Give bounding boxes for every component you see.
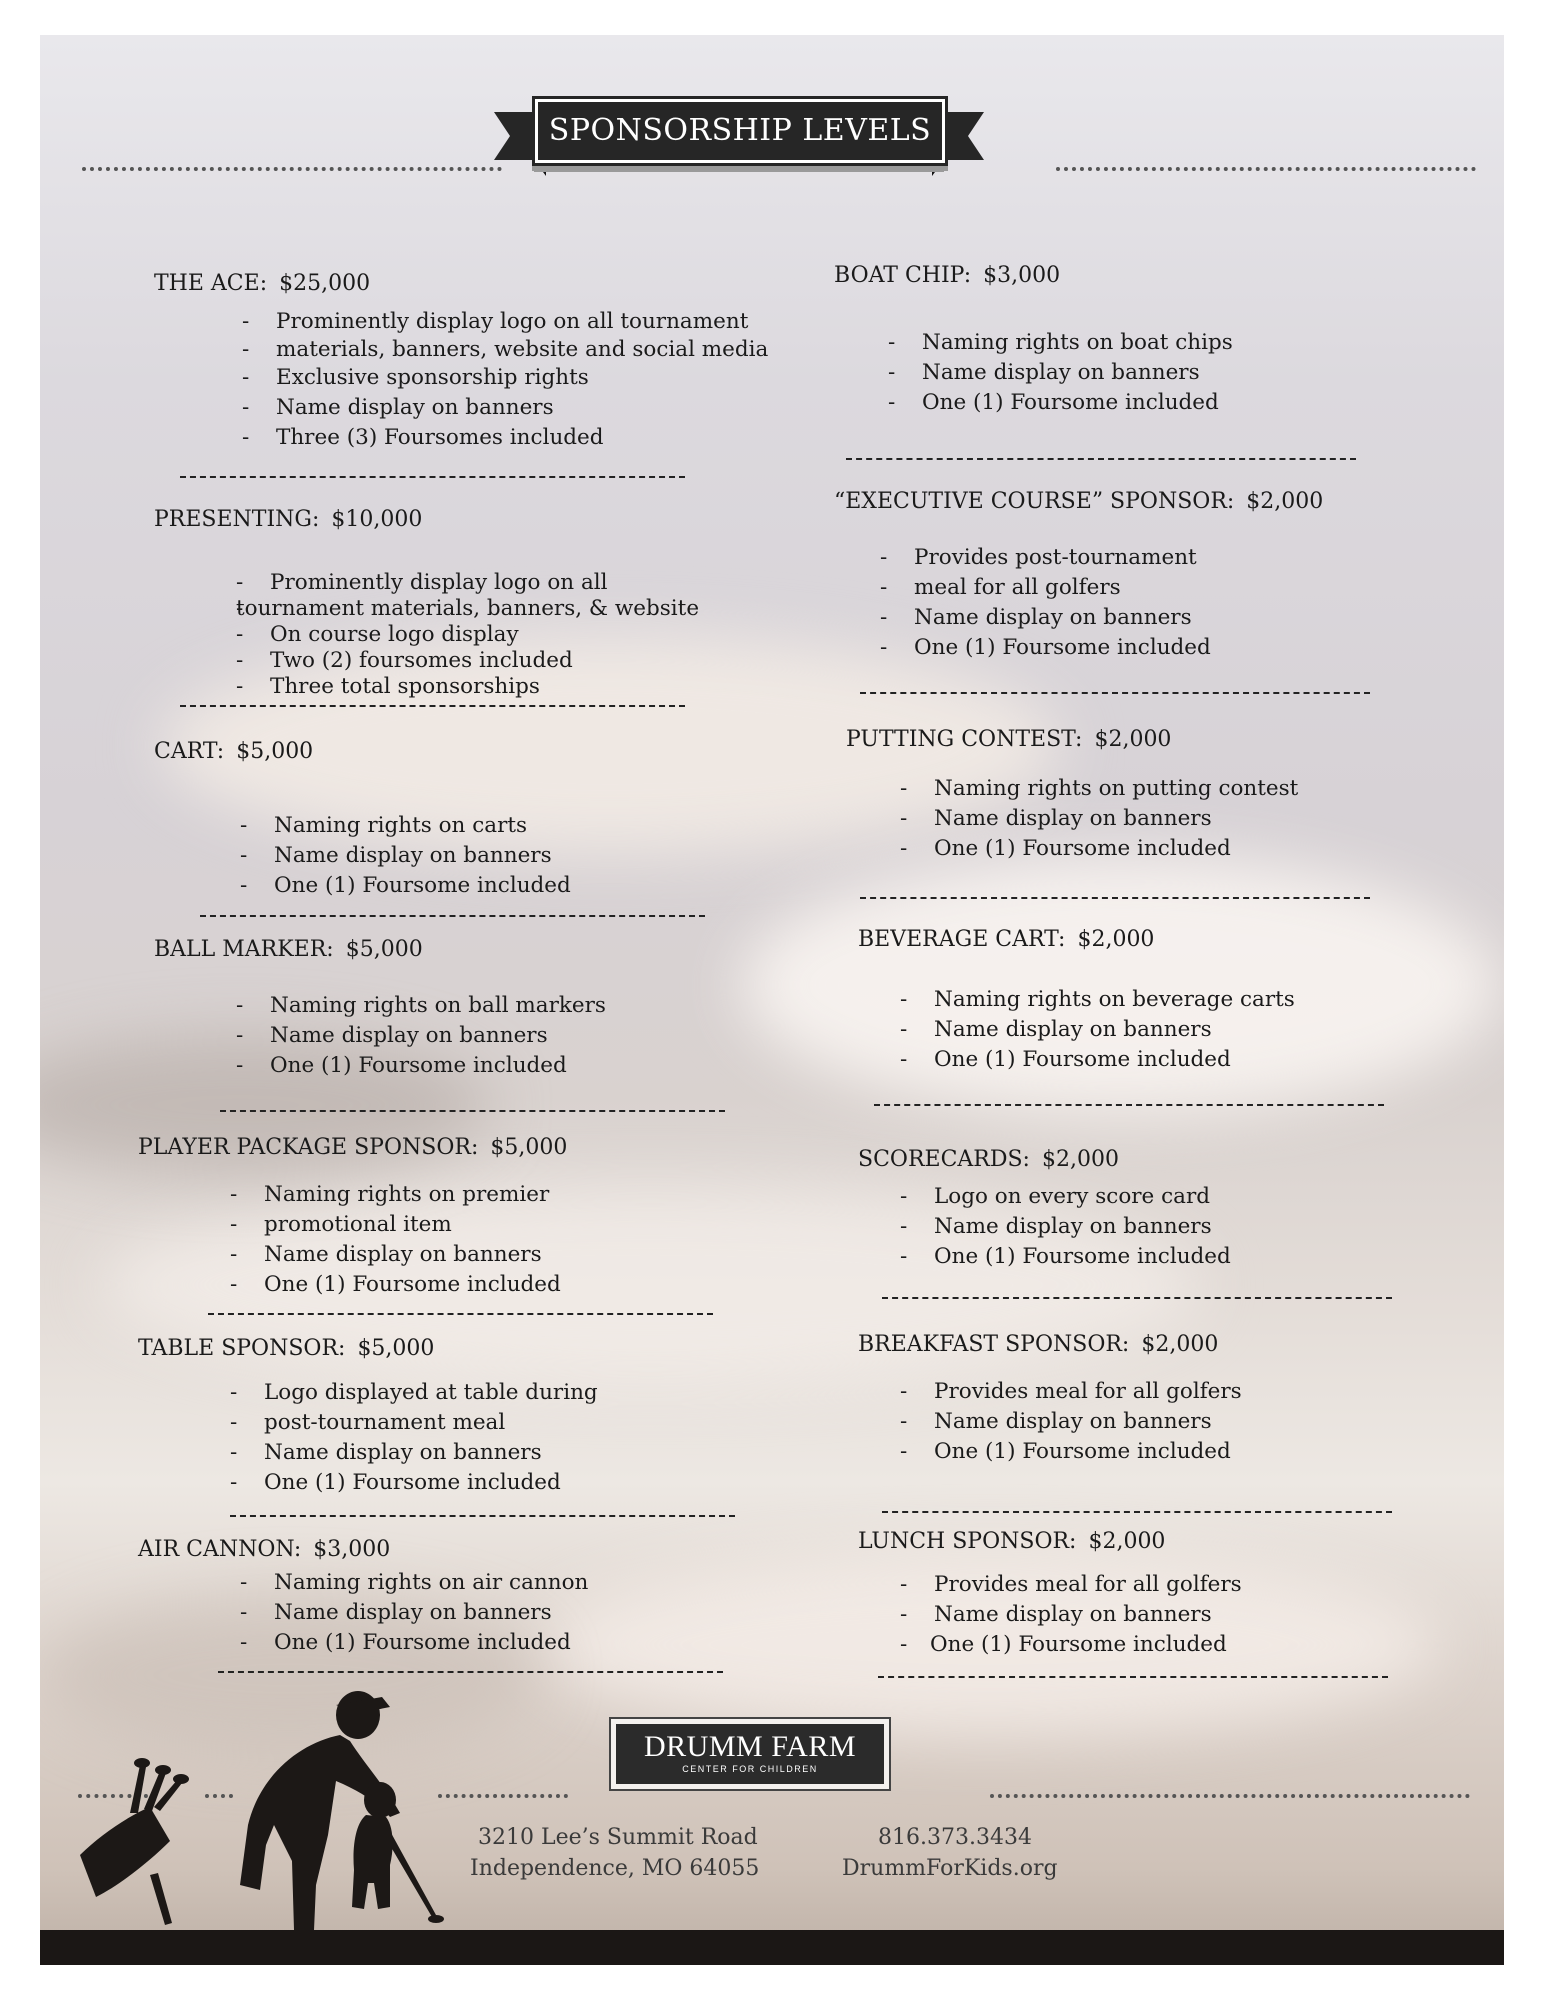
benefit-item: - Name display on banners [242, 393, 768, 423]
benefit-item: - meal for all golfers [880, 573, 1211, 603]
benefit-item: - One (1) Foursome included [900, 1045, 1295, 1075]
benefit-item: - One (1) Foursome included [900, 1630, 1242, 1660]
level-name: BOAT CHIP: [834, 263, 972, 288]
level-price: $2,000 [1041, 1147, 1119, 1172]
level-player-package [138, 1134, 567, 1162]
benefit-list [900, 774, 1298, 864]
title-banner [494, 92, 984, 188]
address-line-1: 3210 Lee’s Summit Road [478, 1825, 758, 1850]
benefit-item: - Name display on banners [240, 841, 571, 871]
benefit-item: - Name display on banners [900, 1407, 1242, 1437]
golfer-silhouette [60, 1685, 480, 1930]
section-divider [846, 458, 1356, 460]
dotted-rule [1056, 167, 1476, 171]
level-price: $2,000 [1094, 727, 1172, 752]
benefit-list [230, 1180, 561, 1300]
dotted-rule [82, 167, 502, 171]
benefit-item: - Logo displayed at table during [230, 1378, 598, 1408]
benefit-item: - Logo on every score card [900, 1182, 1231, 1212]
benefit-item: - Two (2) foursomes included [236, 648, 699, 674]
level-executive-course [834, 488, 1323, 516]
benefit-list [888, 328, 1233, 418]
benefit-item: - Naming rights on putting contest [900, 774, 1298, 804]
benefit-item: - Naming rights on ball markers [236, 991, 606, 1021]
benefit-item: - Provides meal for all golfers [900, 1377, 1242, 1407]
section-divider [200, 915, 705, 917]
level-lunch-sponsor [858, 1528, 1165, 1556]
section-divider [882, 1511, 1392, 1513]
benefit-list [236, 570, 699, 700]
benefit-list [242, 307, 768, 453]
benefit-item: - Provides post-tournament [880, 543, 1211, 573]
level-name: TABLE SPONSOR: [138, 1336, 346, 1361]
level-price: $5,000 [236, 739, 314, 764]
level-name: AIR CANNON: [138, 1537, 302, 1562]
benefit-item: - Naming rights on premier [230, 1180, 561, 1210]
benefit-item: - promotional item [230, 1210, 561, 1240]
dotted-rule [990, 1794, 1470, 1798]
benefit-item: - Name display on banners [888, 358, 1233, 388]
level-breakfast-sponsor [858, 1331, 1218, 1359]
level-price: $2,000 [1077, 927, 1155, 952]
level-name: THE ACE: [154, 271, 268, 296]
section-divider [218, 1671, 723, 1673]
benefit-item: - Prominently display logo on all tournament [242, 307, 768, 337]
phone-number: 816.373.3434 [878, 1825, 1032, 1850]
section-divider [874, 1104, 1384, 1106]
benefit-item: - Naming rights on beverage carts [900, 985, 1295, 1015]
benefit-item: - One (1) Foursome included [240, 1628, 588, 1658]
level-name: PRESENTING: [154, 507, 320, 532]
website-link[interactable]: DrummForKids.org [842, 1856, 1058, 1881]
benefit-item: - Three total sponsorships [236, 674, 699, 700]
level-beverage-cart [858, 926, 1154, 954]
address-block [470, 1822, 760, 1884]
level-price: $2,000 [1141, 1332, 1219, 1357]
drumm-farm-logo [609, 1717, 891, 1791]
level-price: $2,000 [1088, 1529, 1166, 1554]
benefit-item: - Prominently display logo on all [236, 570, 699, 596]
benefit-list [230, 1378, 598, 1498]
title-box [532, 96, 948, 166]
level-air-cannon [138, 1536, 390, 1564]
benefit-item: - One (1) Foursome included [900, 834, 1298, 864]
level-price: $2,000 [1246, 489, 1324, 514]
level-name: BALL MARKER: [154, 937, 334, 962]
benefit-item: - One (1) Foursome included [900, 1242, 1231, 1272]
level-name: SCORECARDS: [858, 1147, 1030, 1172]
benefit-item: - Name display on banners [900, 1015, 1295, 1045]
benefit-list [900, 1377, 1242, 1467]
benefit-list [900, 985, 1295, 1075]
contact-block [842, 1822, 1058, 1884]
benefit-item: - One (1) Foursome included [240, 871, 571, 901]
level-cart [154, 738, 313, 766]
benefit-item: - Name display on banners [240, 1598, 588, 1628]
logo-subtitle: CENTER FOR CHILDREN [682, 1764, 818, 1774]
level-ball-marker [154, 936, 423, 964]
level-price: $5,000 [357, 1336, 435, 1361]
section-divider [860, 692, 1370, 694]
benefit-item: - Three (3) Foursomes included [242, 423, 768, 453]
benefit-item: - post-tournament meal [230, 1408, 598, 1438]
level-price: $3,000 [983, 263, 1061, 288]
benefit-item: - Name display on banners [236, 1021, 606, 1051]
level-name: “EXECUTIVE COURSE” SPONSOR: [834, 489, 1235, 514]
benefit-item: - One (1) Foursome included [230, 1468, 598, 1498]
benefit-item: - On course logo display [236, 622, 699, 648]
page-title: SPONSORSHIP LEVELS [548, 113, 932, 148]
level-price: $10,000 [331, 507, 423, 532]
benefit-item: - Exclusive sponsorship rights [242, 363, 768, 393]
benefit-item: - One (1) Foursome included [900, 1437, 1242, 1467]
level-price: $5,000 [490, 1135, 568, 1160]
benefit-list [880, 543, 1211, 663]
level-price: $3,000 [313, 1537, 391, 1562]
benefit-item: - Naming rights on carts [240, 811, 571, 841]
benefit-item: - Name display on banners [900, 1212, 1231, 1242]
benefit-item: - One (1) Foursome included [236, 1051, 606, 1081]
benefit-list [236, 991, 606, 1081]
level-price: $25,000 [279, 271, 371, 296]
benefit-item: - Name display on banners [230, 1438, 598, 1468]
level-boat-chip [834, 262, 1060, 290]
benefit-list [240, 1568, 588, 1658]
benefit-item: - Name display on banners [230, 1240, 561, 1270]
benefit-item: - Provides meal for all golfers [900, 1570, 1242, 1600]
benefit-item: - tournament materials, banners, & website [236, 596, 699, 622]
level-name: BREAKFAST SPONSOR: [858, 1332, 1130, 1357]
section-divider [230, 1515, 735, 1517]
level-the-ace [154, 270, 370, 298]
section-divider [860, 897, 1370, 899]
benefit-item: - Name display on banners [900, 1600, 1242, 1630]
level-table-sponsor [138, 1335, 434, 1363]
level-name: PLAYER PACKAGE SPONSOR: [138, 1135, 479, 1160]
section-divider [882, 1297, 1392, 1299]
benefit-list [240, 811, 571, 901]
benefit-item: - One (1) Foursome included [880, 633, 1211, 663]
level-presenting [154, 506, 422, 534]
benefit-item: - One (1) Foursome included [230, 1270, 561, 1300]
level-putting-contest [846, 726, 1171, 754]
benefit-list [900, 1570, 1242, 1660]
ground [40, 1930, 1504, 1965]
level-name: PUTTING CONTEST: [846, 727, 1083, 752]
benefit-item: - Naming rights on air cannon [240, 1568, 588, 1598]
benefit-item: - One (1) Foursome included [888, 388, 1233, 418]
level-scorecards [858, 1146, 1119, 1174]
section-divider [180, 705, 685, 707]
address-line-2: Independence, MO 64055 [470, 1856, 760, 1881]
level-name: LUNCH SPONSOR: [858, 1529, 1077, 1554]
benefit-list [900, 1182, 1231, 1272]
level-name: CART: [154, 739, 225, 764]
section-divider [208, 1313, 713, 1315]
section-divider [180, 476, 685, 478]
benefit-item: - Name display on banners [880, 603, 1211, 633]
section-divider [220, 1110, 725, 1112]
benefit-item: - Name display on banners [900, 804, 1298, 834]
benefit-item: - Naming rights on boat chips [888, 328, 1233, 358]
level-name: BEVERAGE CART: [858, 927, 1066, 952]
level-price: $5,000 [345, 937, 423, 962]
logo-name: DRUMM FARM [644, 1730, 856, 1763]
benefit-item: - materials, banners, website and social media [242, 337, 768, 363]
section-divider [878, 1676, 1388, 1678]
